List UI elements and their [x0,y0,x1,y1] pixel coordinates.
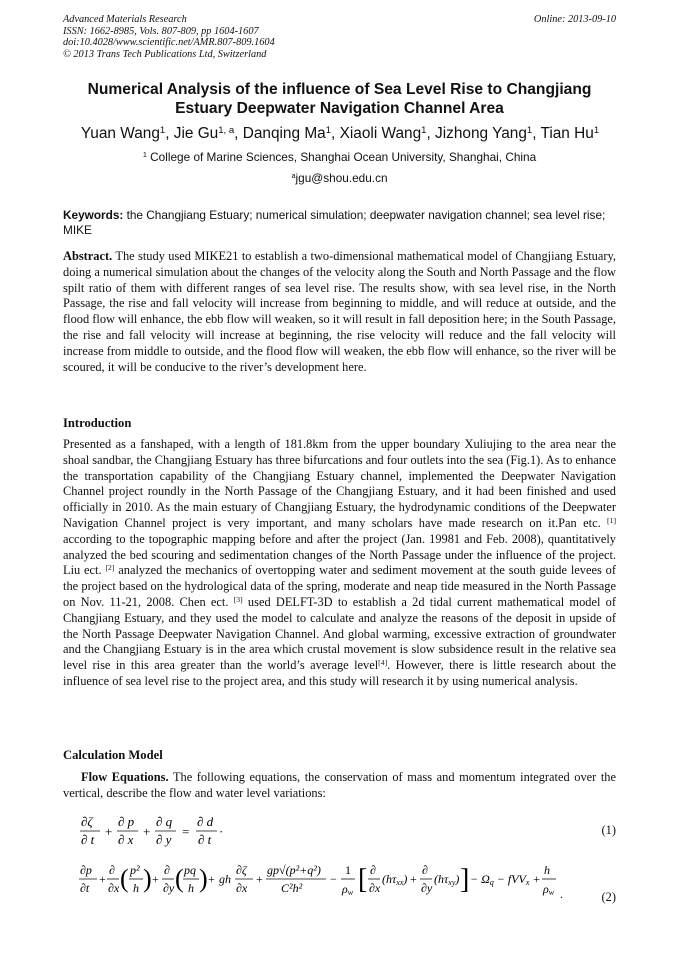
svg-text:∂: ∂ [370,863,376,877]
svg-text:∂ζ: ∂ζ [81,814,93,829]
svg-text:∂ζ: ∂ζ [236,863,247,877]
author-name: Danqing Ma [242,125,326,142]
svg-text:(hτxx): (hτxx) [382,872,408,887]
journal-header [63,14,616,60]
online-date: Online: 2013-09-10 [533,14,616,25]
copyright-line: © 2013 Trans Tech Publications Ltd, Switzerland [63,48,267,60]
author-sup: 1 [159,124,166,136]
svg-text:+: + [152,872,159,886]
svg-text:∂t: ∂t [80,881,90,895]
section-heading-calculation-model: Calculation Model [63,748,163,762]
flow-equations-label: Flow Equations. [81,770,169,784]
svg-text:∂ p: ∂ p [118,814,135,829]
svg-text:C²h²: C²h² [281,881,303,895]
svg-text:h: h [133,881,139,895]
svg-text:p²: p² [130,863,140,877]
intro-segment: . However, there is little research about the influence of sea level rise to the project area, and this study will research it by using numerical analysis. [63,658,616,688]
svg-text:h: h [188,881,194,895]
svg-text:+: + [256,872,263,886]
svg-text:∂ y: ∂ y [156,832,172,847]
svg-text:∂x: ∂x [236,881,248,895]
svg-text:(: ( [175,864,184,893]
equation-2-tail-image [558,868,568,908]
affiliation [63,150,616,165]
affiliation-text: College of Marine Sciences, Shanghai Ocean University, Shanghai, China [150,150,537,164]
author-name: Jizhong Yang [435,125,527,142]
citation-ref: [2] [105,563,115,573]
doi-line: doi:10.4028/www.scientific.net/AMR.807-809.1604 [63,37,275,49]
svg-text:+: + [208,872,215,886]
svg-text:ρw: ρw [543,882,555,897]
svg-text:pq: pq [184,863,196,877]
intro-segment: according to the topographic mapping before and after the project (Jan. 19981 and Feb. 2008), quantitatively analyzed the bed scouring and sedimentation changes of the North Passage under the influence of the project. Liu ect. [63,531,616,578]
svg-text:∂y: ∂y [421,881,433,895]
svg-text:(hτxy): (hτxy) [434,872,460,887]
section-heading-introduction: Introduction [63,416,132,430]
svg-text:∂x: ∂x [108,881,120,895]
equation-1-image [78,812,248,852]
citation-ref: [1] [607,515,616,525]
citation-ref: [4] [378,657,388,667]
svg-text:): ) [199,864,208,893]
svg-text:∂y: ∂y [163,881,175,895]
svg-text:− Ωq − fVVx +: − Ωq − fVVx + [470,872,541,887]
svg-text:1: 1 [345,863,351,877]
svg-text:−: − [330,872,337,886]
equation-1-number: (1) [601,823,616,837]
equation-2-number: (2) [601,890,616,904]
svg-text:]: ] [460,864,470,895]
svg-text:+: + [99,872,106,886]
abstract [63,249,616,375]
svg-text:∂: ∂ [109,863,115,877]
email [63,171,616,186]
intro-segment: analyzed the mechanics of overtopping water and sediment movement at the south guide levees of the project based on the hydrological data of the spring, moderate and neap tide measured in the North Passage on Nov. 11-21, 2008. Chen ect. [63,563,616,609]
author-sup: 1 [526,124,533,136]
svg-text:∂x: ∂x [369,881,381,895]
keywords [63,208,616,238]
keywords-label: Keywords: [63,208,124,222]
author-sup: 1 [325,124,332,136]
equation-2 [78,858,558,911]
svg-text:): ) [143,864,152,893]
intro-segment: Presented as a fanshaped, with a length of 181.8km from the upper boundary Xuliujing to the area near the shoal sandbar, the Changjiang Estuary has three bifurcations and four outlets into the sea (Fig.1). As to enhance the transportation capability of the Changjiang Estuary channel, implemented the Deepwater Navigation Channel project roundly in the North Passage of the Changjiang Estuary, and it had been finished and used officially in 2010. As the main estuary of Changjiang Estuary, the hydrodynamic conditions of the Deepwater Navigation Channel project is very important, and many scholars have made research on it.Pan etc. [63,437,616,530]
svg-text:∂: ∂ [164,863,170,877]
svg-text:[: [ [358,864,368,895]
svg-text:(: ( [120,864,129,893]
email-sup: a [291,170,296,180]
svg-text:∂ x: ∂ x [118,832,134,847]
svg-text:∂: ∂ [422,863,428,877]
abstract-text: The study used MIKE21 to establish a two-dimensional mathematical model of Changjiang Estuary, doing a numerical simulation about the changes of the velocity along the South and North Passage and the flow spilt ratio of them with different ranges of sea level rise. The results show, with sea level rise, in the North Passage, the rise and fall velocity will increase from beginning to middle, and will reduce at outside, and the flood flow will enhance, the ebb flow will weaken, so it will result in fall deposition here; in the South Passage, the rise and fall velocity will increase at beginning, the rise velocity will reduce and the fall velocity will increase from middle to outside, and the flood flow will weaken, the ebb flow will enhance, so the river will be scoured, it will be conducive to the river’s development here. [63,249,616,374]
equation-2-image [78,858,558,906]
author-sup: 1 [421,124,427,136]
svg-text:ρw: ρw [342,882,354,897]
intro-segment: used DELFT-3D to establish a 2d tidal current mathematical model of Changjiang Estuary, and they used the model to calculate and analyze the reasons of the deposit in upside of the North Passage Deepwater Navigation Channel. And global warming, excessive extraction of groundwater and the Changjiang Estuary is in the area which crustal movement is slow subsidence result in the relative sea level rise in this area greater than the world’s average level [63,594,616,673]
svg-text:gp√(p²+q²): gp√(p²+q²) [267,863,321,877]
svg-text:=: = [182,824,190,839]
svg-text:∂ t: ∂ t [198,832,212,847]
flow-equations-paragraph [63,770,616,802]
svg-text:+: + [410,872,417,886]
svg-text:·: · [219,824,224,839]
svg-text:gh: gh [219,872,231,886]
email-address: jgu@shou.edu.cn [295,171,388,185]
introduction-text [63,437,616,690]
author-sup: 1 [593,124,600,136]
journal-name: Advanced Materials Research [63,14,187,25]
author-sup: 1, a [218,124,235,136]
flow-equations-text: The following equations, the conservation of mass and momentum integrated over the vertical, describe the flow and water level variations: [63,770,616,800]
svg-text:∂ q: ∂ q [156,814,173,829]
author-name: Jie Gu [173,125,219,142]
citation-ref: [3] [233,594,243,604]
keywords-text: the Changjiang Estuary; numerical simulation; deepwater navigation channel; sea level rise; MIKE [63,208,606,237]
author-name: Xiaoli Wang [339,125,422,142]
author-name: Tian Hu [540,125,594,142]
svg-text:+: + [105,824,113,839]
svg-text:+: + [143,824,151,839]
author-list: Yuan Wang$^1$, Jie Gu$^{1, a}$, Danqing Ma$^1$, Xiaoli Wang$^1$, Jizhong Yang$^1$, Tian Hu$^1$ [80,124,600,142]
svg-text:∂ d: ∂ d [197,814,214,829]
svg-text:∂p: ∂p [80,863,92,877]
svg-text:h: h [544,863,550,877]
svg-text:.: . [560,887,563,901]
paper-title: Numerical Analysis of the influence of Sea Level Rise to Changjiang Estuary Deepwater Navigation Channel Area [87,81,592,117]
issn-line: ISSN: 1662-8985, Vols. 807-809, pp 1604-1607 [63,25,259,37]
equation-1 [78,812,248,857]
equation-2-tail [558,868,568,913]
svg-text:∂ t: ∂ t [81,832,95,847]
author-name: Yuan Wang [80,125,160,142]
abstract-label: Abstract. [63,249,113,263]
affiliation-sup: 1 [142,149,147,159]
